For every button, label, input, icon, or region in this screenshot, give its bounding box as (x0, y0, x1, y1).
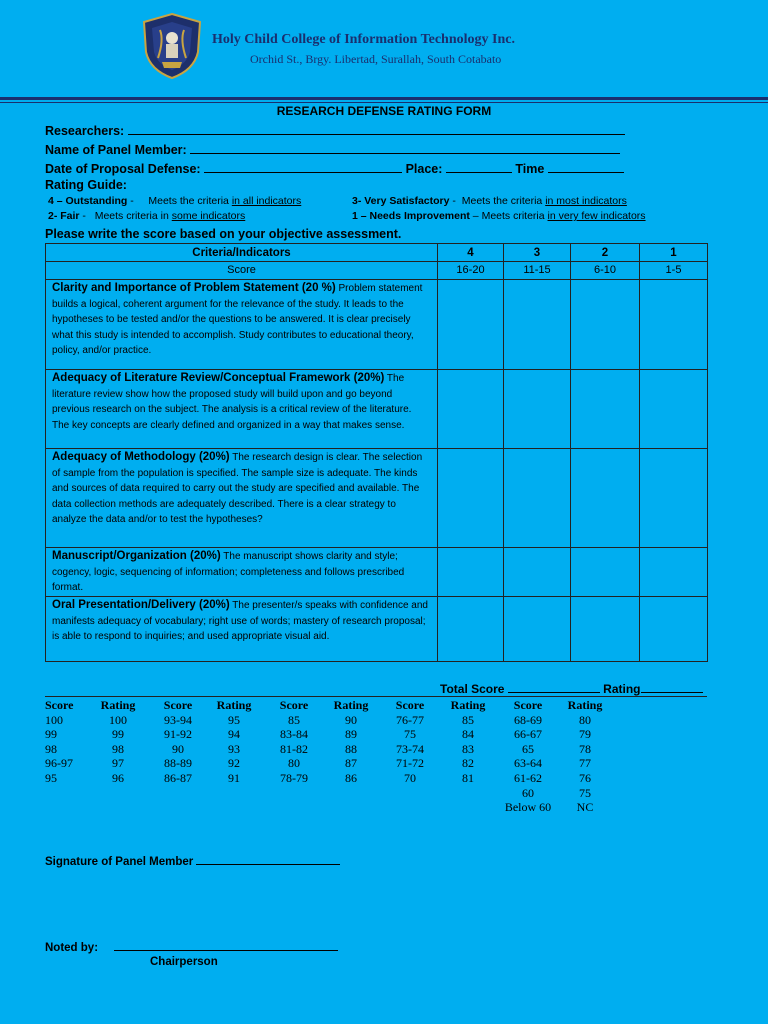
level-header: 2 (571, 244, 640, 262)
criteria-header: Criteria/Indicators (46, 244, 438, 262)
score-cell[interactable] (640, 280, 708, 370)
header-rule-thin (0, 102, 768, 103)
score-cell[interactable] (438, 597, 504, 662)
time-input-line[interactable] (548, 160, 624, 173)
list-item: 96-97 (45, 756, 73, 771)
list-item: 95 (228, 712, 240, 727)
list-item: 75 (404, 727, 416, 742)
criterion-title: Adequacy of Literature Review/Conceptual Framework (20%) (52, 372, 385, 384)
date-label: Date of Proposal Defense: (45, 162, 201, 176)
score-label: Score (46, 262, 438, 280)
conversion-rating-column: Rating 80 79 78 77 76 75 NC (564, 698, 606, 815)
total-score-input-line[interactable] (508, 682, 600, 693)
score-range: 1-5 (640, 262, 708, 280)
list-item: 93-94 (164, 712, 192, 727)
criterion-title: Adequacy of Methodology (20%) (52, 451, 230, 463)
place-input-line[interactable] (446, 160, 512, 173)
school-name: Holy Child College of Information Technology Inc. (212, 32, 515, 47)
list-item: 87 (345, 756, 357, 771)
researchers-label: Researchers: (45, 124, 125, 138)
list-item: 100 (109, 712, 127, 727)
conversion-rating-column: Rating 100 99 98 97 96 (98, 698, 138, 786)
score-range: 16-20 (438, 262, 504, 280)
rating-guide-item: 3- Very Satisfactory - Meets the criteria in most indicators (352, 195, 627, 207)
score-range-row (46, 262, 708, 280)
table-row (46, 548, 708, 597)
panel-member-field (45, 141, 620, 157)
list-item: 96 (112, 770, 124, 785)
score-cell[interactable] (438, 548, 504, 597)
noted-by-field (45, 938, 338, 954)
table-header-row (46, 244, 708, 262)
conversion-rating-column: Rating 90 89 88 87 86 (331, 698, 371, 786)
panel-member-label: Name of Panel Member: (45, 143, 187, 157)
header-rule (0, 97, 768, 100)
list-item: 78 (579, 741, 591, 756)
score-cell[interactable] (571, 597, 640, 662)
criterion-text: The research design is clear. The selection of sample from the population is specified. The sample size is adequate. The kinds and sources of data required to carry out the study are specified and available. The data collection methods are adequately described. There is a clear strategy to analyze the data and/or to test the hypotheses? (52, 452, 423, 525)
score-cell[interactable] (504, 597, 571, 662)
score-cell[interactable] (640, 449, 708, 548)
score-cell[interactable] (504, 449, 571, 548)
place-label: Place: (405, 162, 443, 176)
score-cell[interactable] (640, 548, 708, 597)
list-item: 83 (462, 741, 474, 756)
criterion-cell (46, 597, 438, 662)
rating-input-line[interactable] (641, 682, 703, 693)
score-cell[interactable] (504, 370, 571, 449)
list-item: 89 (345, 727, 357, 742)
conversion-score-column: Score 68-69 66-67 65 63-64 61-62 60 Below 60 (502, 698, 554, 815)
table-row (46, 597, 708, 662)
list-item: 81-82 (280, 741, 308, 756)
table-row (46, 370, 708, 449)
list-item: 85 (288, 712, 300, 727)
list-item: 85 (462, 712, 474, 727)
list-item: 90 (172, 741, 184, 756)
date-input-line[interactable] (204, 160, 402, 173)
list-item: 75 (579, 785, 591, 800)
list-item: 83-84 (280, 727, 308, 742)
list-item: 92 (228, 756, 240, 771)
conversion-score-column: Score 93-94 91-92 90 88-89 86-87 (158, 698, 198, 786)
list-item: 99 (112, 727, 124, 742)
time-label: Time (515, 162, 545, 176)
rating-label: Rating (603, 682, 641, 696)
list-item: 77 (579, 756, 591, 771)
list-item: 98 (112, 741, 124, 756)
level-header: 3 (504, 244, 571, 262)
total-score-label: Total Score (440, 682, 505, 696)
list-item: 78-79 (280, 770, 308, 785)
list-item: Below 60 (504, 800, 552, 815)
list-item: 80 (288, 756, 300, 771)
list-item: 84 (462, 727, 474, 742)
list-item: 76 (579, 770, 591, 785)
conversion-rating-column: Rating 85 84 83 82 81 (445, 698, 491, 786)
panel-signature-field (45, 852, 340, 868)
total-score-field (440, 682, 703, 696)
list-item: 76-77 (396, 712, 424, 727)
list-item: 99 (45, 727, 57, 742)
criterion-text: The presenter/s speaks with confidence and manifests adequacy of vocabulary; right use of words; mastery of research proposal; is able to respond to inquiries; and used appropriate visual aid. (52, 600, 428, 642)
chairperson-label: Chairperson (150, 956, 218, 968)
noted-by-label: Noted by: (45, 942, 99, 954)
criterion-cell (46, 370, 438, 449)
score-range: 6-10 (571, 262, 640, 280)
form-title: RESEARCH DEFENSE RATING FORM (276, 104, 492, 118)
list-item: 88 (345, 741, 357, 756)
researchers-field (45, 122, 625, 138)
date-place-time-field (45, 160, 624, 176)
list-item: 91 (228, 770, 240, 785)
list-item: 70 (404, 770, 416, 785)
criterion-text: Problem statement builds a logical, coherent argument for the relevance of the study. It leads to the hypotheses to be tested and/or the questions to be answered. It is clear precisely what this study is intended to accomplish. Study contributes to educational theory, policy, and/or practice. (52, 283, 423, 356)
list-item: 61-62 (514, 770, 542, 785)
list-item: 86-87 (164, 770, 192, 785)
criterion-title: Clarity and Importance of Problem Statement (20 %) (52, 282, 336, 294)
score-range: 11-15 (504, 262, 571, 280)
rating-guide-item: 4 – Outstanding - Meets the criteria in all indicators (48, 195, 302, 207)
list-item: 90 (345, 712, 357, 727)
score-cell[interactable] (571, 370, 640, 449)
score-cell[interactable] (571, 280, 640, 370)
score-cell[interactable] (640, 370, 708, 449)
noted-by-line[interactable] (114, 938, 338, 951)
list-item: 94 (228, 727, 240, 742)
criterion-title: Manuscript/Organization (20%) (52, 550, 221, 562)
list-item: 88-89 (164, 756, 192, 771)
score-cell[interactable] (438, 280, 504, 370)
table-bottom-rule (45, 696, 707, 697)
score-cell[interactable] (438, 449, 504, 548)
list-item: 95 (45, 770, 57, 785)
table-row (46, 280, 708, 370)
table-row (46, 449, 708, 548)
list-item: 98 (45, 741, 57, 756)
list-item: 93 (228, 741, 240, 756)
criterion-text: The literature review show how the proposed study will build upon and go beyond previous research on the subject. The analysis is a critical review of the literature. The key concepts are clearly defined and organized in a way that makes sense. (52, 373, 412, 431)
score-cell[interactable] (571, 548, 640, 597)
level-header: 1 (640, 244, 708, 262)
criterion-cell (46, 548, 438, 597)
list-item: 97 (112, 756, 124, 771)
list-item: 82 (462, 756, 474, 771)
panel-signature-label: Signature of Panel Member (45, 856, 194, 868)
score-cell[interactable] (640, 597, 708, 662)
criterion-text: The manuscript shows clarity and style; cogency, logic, sequencing of information; completeness and follows prescribed format. (52, 551, 405, 593)
criterion-cell (46, 449, 438, 548)
list-item: 60 (522, 785, 534, 800)
conversion-score-column: Score 100 99 98 96-97 95 (45, 698, 74, 785)
rating-guide-item: 2- Fair - Meets criteria in some indicators (48, 210, 246, 222)
score-cell[interactable] (504, 548, 571, 597)
criterion-cell (46, 280, 438, 370)
score-cell[interactable] (504, 280, 571, 370)
criterion-title: Oral Presentation/Delivery (20%) (52, 599, 230, 611)
instruction-text: Please write the score based on your objective assessment. (45, 227, 402, 241)
conversion-score-column: Score 85 83-84 81-82 80 78-79 (274, 698, 314, 786)
list-item: 73-74 (396, 741, 424, 756)
score-cell[interactable] (571, 449, 640, 548)
criteria-table (45, 243, 708, 662)
conversion-score-column: Score 76-77 75 73-74 71-72 70 (390, 698, 430, 786)
school-logo (140, 12, 204, 80)
list-item: 80 (579, 712, 591, 727)
list-item: 86 (345, 770, 357, 785)
list-item: 66-67 (514, 727, 542, 742)
school-address: Orchid St., Brgy. Libertad, Surallah, South Cotabato (250, 52, 502, 66)
conversion-rating-column: Rating 95 94 93 92 91 (214, 698, 254, 786)
list-item: 91-92 (164, 727, 192, 742)
list-item: 65 (522, 741, 534, 756)
rating-guide-item: 1 – Needs Improvement – Meets criteria in very few indicators (352, 210, 646, 222)
researchers-input-line[interactable] (128, 122, 625, 135)
list-item: 100 (45, 712, 63, 727)
level-header: 4 (438, 244, 504, 262)
list-item: 71-72 (396, 756, 424, 771)
panel-member-input-line[interactable] (190, 141, 620, 154)
panel-signature-line[interactable] (196, 852, 340, 865)
list-item: NC (576, 800, 594, 815)
list-item: 79 (579, 727, 591, 742)
list-item: 63-64 (514, 756, 542, 771)
list-item: 81 (462, 770, 474, 785)
rating-guide-label: Rating Guide: (45, 178, 127, 192)
list-item: 68-69 (514, 712, 542, 727)
score-cell[interactable] (438, 370, 504, 449)
